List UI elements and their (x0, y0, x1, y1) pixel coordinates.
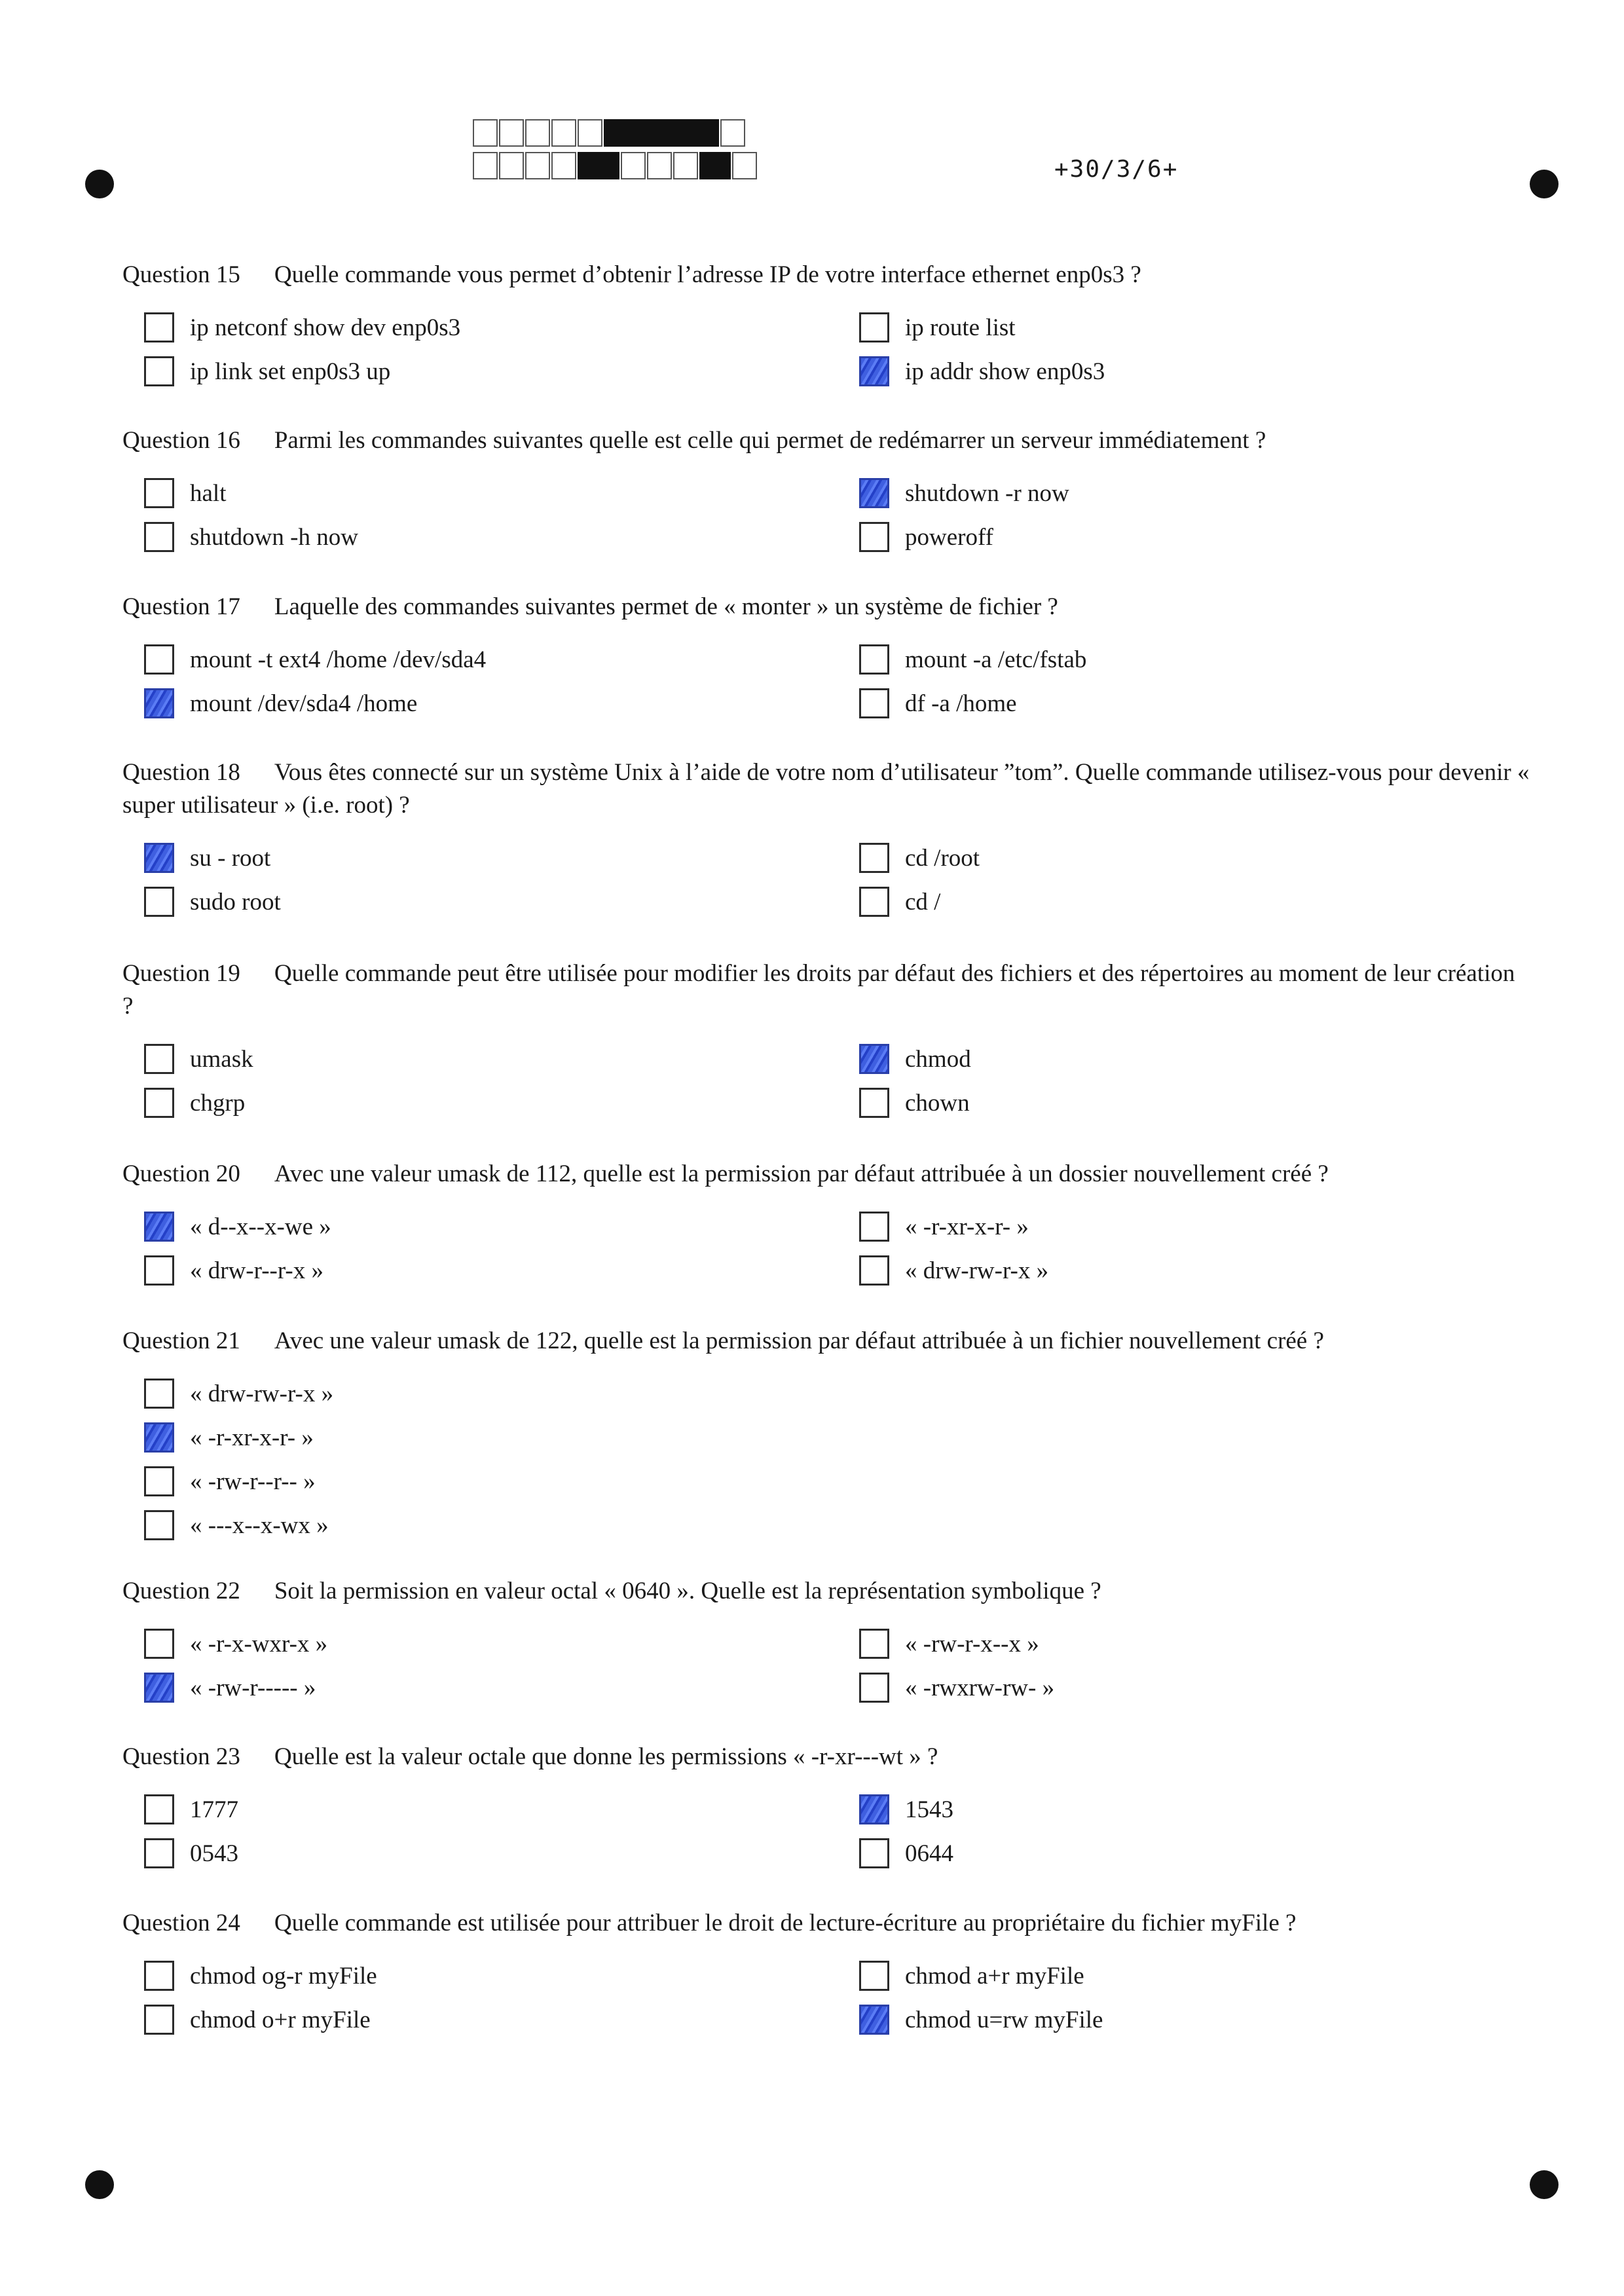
answer-option[interactable] (859, 311, 1016, 344)
barcode-cell-filled (604, 119, 719, 147)
option-label: « -rw-r----- » (190, 1674, 316, 1701)
answer-options (122, 1793, 1530, 1881)
answer-option[interactable] (144, 1086, 245, 1119)
answer-option[interactable] (859, 1086, 970, 1119)
question-block (122, 957, 1530, 1130)
checkbox[interactable] (859, 688, 889, 718)
checkbox[interactable] (859, 1673, 889, 1703)
option-label: ip route list (905, 314, 1016, 341)
answer-option[interactable] (144, 355, 390, 388)
option-label: 1777 (190, 1796, 238, 1823)
option-label: « -rwxrw-rw- » (905, 1674, 1055, 1701)
question-block (122, 591, 1530, 731)
checkbox[interactable] (144, 356, 174, 386)
answer-options (122, 1627, 1530, 1715)
answer-option[interactable] (144, 687, 417, 720)
option-label: « d--x--x-we » (190, 1213, 331, 1240)
answer-option[interactable] (859, 1959, 1084, 1992)
option-label: chmod o+r myFile (190, 2006, 371, 2033)
checkbox[interactable] (859, 644, 889, 675)
option-label: mount -a /etc/fstab (905, 646, 1087, 673)
barcode-cell (473, 152, 498, 179)
question-text: Avec une valeur umask de 122, quelle est la permission par défaut attribuée à un fichier nouvellement créé ? (274, 1327, 1324, 1354)
question-text: Vous êtes connecté sur un système Unix à l’aide de votre nom d’utilisateur ”tom”. Quelle commande utilisez-vous pour devenir « super utilisateur » (i.e. root) ? (122, 759, 1530, 819)
barcode-row (473, 119, 747, 147)
question-text: Quelle commande est utilisée pour attribuer le droit de lecture-écriture au propriétaire du fichier myFile ? (274, 1910, 1297, 1936)
answer-option[interactable] (859, 477, 1069, 509)
answer-option[interactable] (144, 1254, 323, 1287)
checkbox[interactable] (144, 478, 174, 508)
option-label: 1543 (905, 1796, 953, 1823)
barcode-row (473, 152, 758, 179)
checkbox[interactable] (144, 1379, 174, 1409)
answer-option[interactable] (859, 1793, 953, 1826)
checkbox[interactable] (144, 312, 174, 343)
checkbox[interactable] (859, 1088, 889, 1118)
checkbox[interactable] (144, 522, 174, 552)
question-block (122, 424, 1530, 565)
checkbox[interactable] (859, 1961, 889, 1991)
checkbox[interactable] (859, 312, 889, 343)
checkbox[interactable] (859, 522, 889, 552)
answer-options (122, 842, 1530, 929)
checkbox[interactable] (144, 2005, 174, 2035)
barcode-cell (499, 119, 524, 147)
checkbox[interactable] (859, 1255, 889, 1286)
answer-option[interactable] (144, 477, 226, 509)
option-label: shutdown -r now (905, 479, 1069, 507)
option-label: chmod og-r myFile (190, 1962, 377, 1990)
checkbox[interactable] (144, 1794, 174, 1824)
answer-option[interactable] (859, 885, 940, 918)
option-label: ip addr show enp0s3 (905, 358, 1105, 385)
question-block (122, 1325, 1530, 1553)
registration-mark (1530, 2170, 1559, 2199)
option-label: « -r-xr-x-r- » (905, 1213, 1029, 1240)
checkbox[interactable] (859, 1838, 889, 1868)
question-number: Question 18 (122, 759, 240, 786)
option-label: « -rw-r-x--x » (905, 1630, 1039, 1657)
answer-option[interactable] (859, 2003, 1103, 2036)
question-number: Question 21 (122, 1327, 240, 1354)
question-header (122, 1907, 1530, 1940)
question-header (122, 591, 1530, 623)
option-label: sudo root (190, 888, 281, 916)
answer-options (122, 643, 1530, 731)
answer-option[interactable] (144, 1509, 329, 1542)
checkbox[interactable] (144, 1838, 174, 1868)
barcode-cell (578, 119, 602, 147)
option-label: mount /dev/sda4 /home (190, 690, 418, 717)
option-label: 0543 (190, 1840, 238, 1867)
checkbox-checked[interactable] (144, 1673, 174, 1703)
answer-option[interactable] (859, 1210, 1029, 1243)
question-number: Question 23 (122, 1743, 240, 1770)
option-label: shutdown -h now (190, 523, 358, 551)
checkbox[interactable] (144, 1961, 174, 1991)
checkbox-checked[interactable] (859, 478, 889, 508)
answer-option[interactable] (144, 521, 358, 553)
answer-option[interactable] (859, 1627, 1039, 1660)
option-label: ip netconf show dev enp0s3 (190, 314, 461, 341)
question-number: Question 17 (122, 593, 240, 620)
question-text: Soit la permission en valeur octal « 0640 ». Quelle est la représentation symbolique ? (274, 1578, 1101, 1604)
question-block (122, 756, 1530, 929)
question-number: Question 22 (122, 1578, 240, 1604)
question-number: Question 19 (122, 960, 240, 987)
option-label: « -r-xr-x-r- » (190, 1424, 314, 1451)
answer-option[interactable] (144, 1043, 253, 1075)
answer-options (122, 1210, 1530, 1298)
checkbox[interactable] (144, 1510, 174, 1540)
checkbox[interactable] (144, 1255, 174, 1286)
question-block (122, 1741, 1530, 1881)
option-label: « drw-rw-r-x » (905, 1257, 1049, 1284)
question-number: Question 15 (122, 261, 240, 288)
checkbox[interactable] (144, 1466, 174, 1496)
question-block (122, 1907, 1530, 2047)
registration-mark (85, 170, 114, 198)
question-header (122, 424, 1530, 457)
option-label: « ---x--x-wx » (190, 1511, 329, 1539)
question-header (122, 259, 1530, 291)
option-label: « -rw-r--r-- » (190, 1468, 316, 1495)
answer-option[interactable] (859, 842, 980, 874)
checkbox[interactable] (859, 887, 889, 917)
answer-option[interactable] (859, 643, 1086, 676)
option-label: chmod (905, 1045, 971, 1073)
barcode-cell (551, 119, 576, 147)
question-block (122, 1575, 1530, 1715)
checkbox-checked[interactable] (144, 688, 174, 718)
barcode-cell (720, 119, 745, 147)
answer-option[interactable] (144, 1671, 316, 1704)
registration-mark (1530, 170, 1559, 198)
checkbox-checked[interactable] (859, 356, 889, 386)
checkbox-checked[interactable] (144, 1422, 174, 1453)
answer-option[interactable] (144, 1210, 331, 1243)
question-block (122, 259, 1530, 399)
page-identifier: +30/3/6+ (1054, 156, 1179, 183)
answer-option[interactable] (144, 885, 281, 918)
option-label: ip link set enp0s3 up (190, 358, 391, 385)
question-text: Parmi les commandes suivantes quelle est celle qui permet de redémarrer un serveur immédiatement ? (274, 427, 1266, 454)
answer-option[interactable] (144, 1793, 238, 1826)
question-text: Quelle est la valeur octale que donne les permissions « -r-xr---wt » ? (274, 1743, 938, 1770)
option-label: chown (905, 1089, 970, 1117)
question-block (122, 1158, 1530, 1298)
answer-option[interactable] (859, 1254, 1048, 1287)
option-label: halt (190, 479, 227, 507)
answer-option[interactable] (144, 1465, 316, 1498)
question-header (122, 1325, 1530, 1358)
option-label: chgrp (190, 1089, 246, 1117)
checkbox-checked[interactable] (859, 2005, 889, 2035)
option-label: df -a /home (905, 690, 1017, 717)
question-text: Quelle commande vous permet d’obtenir l’adresse IP de votre interface ethernet enp0s3 ? (274, 261, 1141, 288)
option-label: « drw-rw-r-x » (190, 1380, 334, 1407)
option-label: umask (190, 1045, 253, 1073)
answer-option[interactable] (859, 1043, 971, 1075)
answer-options (122, 1959, 1530, 2047)
answer-option[interactable] (859, 521, 993, 553)
question-text: Avec une valeur umask de 112, quelle est la permission par défaut attribuée à un dossier nouvellement créé ? (274, 1160, 1329, 1187)
question-header (122, 756, 1530, 822)
barcode-cell (499, 152, 524, 179)
question-text: Quelle commande peut être utilisée pour modifier les droits par défaut des fichiers et des répertoires au moment de leur création ? (122, 960, 1515, 1020)
barcode-cell (673, 152, 698, 179)
checkbox[interactable] (144, 1629, 174, 1659)
question-number: Question 20 (122, 1160, 240, 1187)
checkbox[interactable] (144, 644, 174, 675)
answer-option[interactable] (144, 1959, 377, 1992)
option-label: « drw-r--r-x » (190, 1257, 323, 1284)
barcode-cell (525, 119, 550, 147)
answer-option[interactable] (859, 687, 1017, 720)
question-header (122, 1158, 1530, 1191)
answer-option[interactable] (859, 1837, 953, 1870)
answer-option[interactable] (144, 311, 460, 344)
registration-mark (85, 2170, 114, 2199)
answer-option[interactable] (859, 355, 1105, 388)
barcode-cell (473, 119, 498, 147)
answer-option[interactable] (144, 2003, 371, 2036)
option-label: cd /root (905, 844, 980, 872)
question-number: Question 24 (122, 1910, 240, 1936)
checkbox[interactable] (859, 843, 889, 873)
question-text: Laquelle des commandes suivantes permet de « monter » un système de fichier ? (274, 593, 1058, 620)
answer-option[interactable] (144, 643, 486, 676)
answer-option[interactable] (144, 1421, 314, 1454)
question-header (122, 957, 1530, 1023)
barcode-cell (525, 152, 550, 179)
checkbox[interactable] (144, 1044, 174, 1074)
option-label: « -r-x-wxr-x » (190, 1630, 328, 1657)
checkbox-checked[interactable] (144, 843, 174, 873)
answer-option[interactable] (144, 1627, 327, 1660)
answer-option[interactable] (144, 1377, 333, 1410)
barcode-cell (647, 152, 672, 179)
question-number: Question 16 (122, 427, 240, 454)
checkbox[interactable] (144, 1088, 174, 1118)
checkbox[interactable] (859, 1212, 889, 1242)
checkbox[interactable] (144, 887, 174, 917)
checkbox-checked[interactable] (859, 1044, 889, 1074)
option-label: mount -t ext4 /home /dev/sda4 (190, 646, 487, 673)
option-label: su - root (190, 844, 271, 872)
barcode-cell-filled (578, 152, 619, 179)
barcode-cell (732, 152, 757, 179)
answer-options (122, 1043, 1530, 1130)
option-label: cd / (905, 888, 941, 916)
checkbox-checked[interactable] (144, 1212, 174, 1242)
checkbox[interactable] (859, 1629, 889, 1659)
answer-option[interactable] (859, 1671, 1054, 1704)
barcode-cell (551, 152, 576, 179)
option-label: chmod a+r myFile (905, 1962, 1084, 1990)
option-label: chmod u=rw myFile (905, 2006, 1103, 2033)
option-label: 0644 (905, 1840, 953, 1867)
barcode-cell (621, 152, 646, 179)
answer-options (122, 311, 1530, 399)
answer-options (122, 1377, 1530, 1553)
question-header (122, 1575, 1530, 1608)
option-label: poweroff (905, 523, 993, 551)
barcode-cell-filled (699, 152, 731, 179)
checkbox-checked[interactable] (859, 1794, 889, 1824)
answer-options (122, 477, 1530, 565)
question-header (122, 1741, 1530, 1773)
answer-option[interactable] (144, 1837, 238, 1870)
answer-option[interactable] (144, 842, 270, 874)
